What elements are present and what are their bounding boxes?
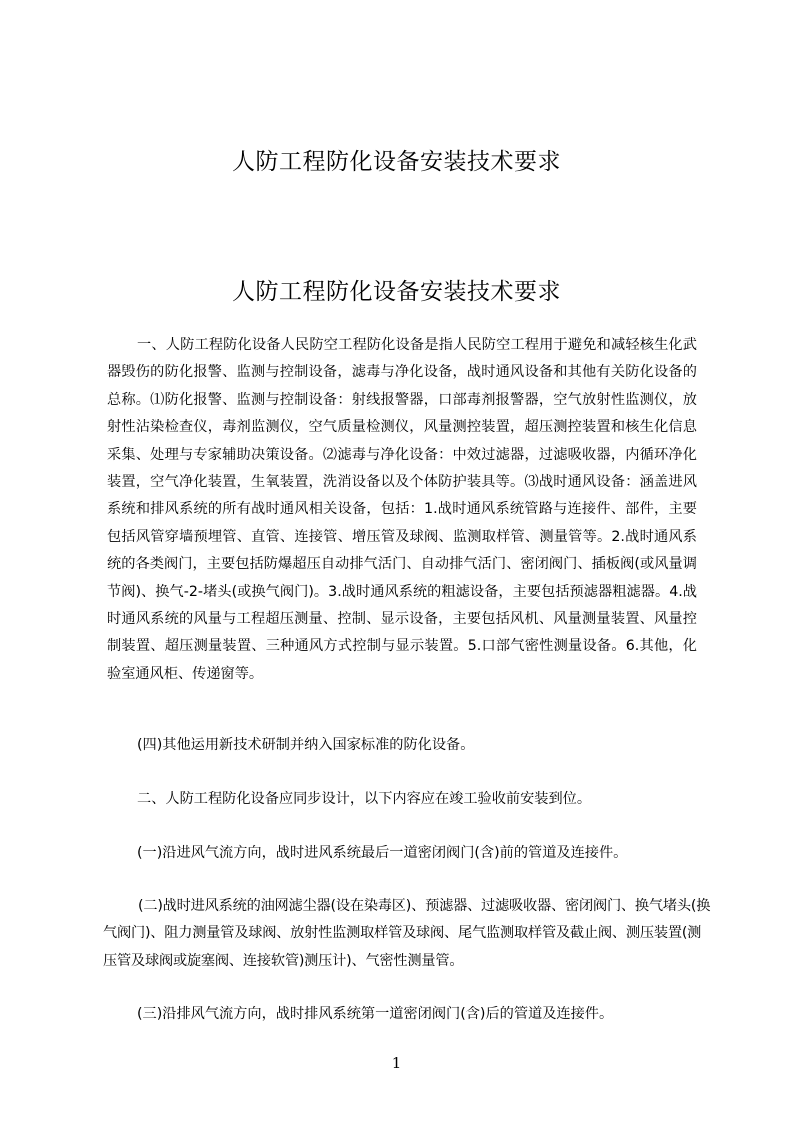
paragraph-item-four: (四)其他运用新技术研制并纳入国家标准的防化设备。 [137, 737, 475, 753]
document-header-title: 人防工程防化设备安装技术要求 [232, 149, 561, 175]
paragraph-subitem-two: (二)战时进风系统的油网滤尘器(设在染毒区)、预滤器、过滤吸收器、密闭阀门、换气堵头(换气阀门)、阻力测量管及球阀、放射性监测取样管及球阀、尾气监测取样管及截止阀、测压装置(测压管及球阀或旋塞阀、连接软管)测压计)、气密性测量管。 [103, 898, 711, 969]
paragraph-defense-equipment-definition: 一、人防工程防化设备人民防空工程防化设备是指人民防空工程用于避免和减轻核生化武器毁伤的防化报警、监测与控制设备，滤毒与净化设备，战时通风设备和其他有关防化设备的总称。⑴防化报警、监测与控制设备：射线报警器，口部毒剂报警器，空气放射性监测仪，放射性沾染检查仪，毒剂监测仪，空气质量检测仪，风量测控装置，超压测控装置和核生化信息采集、处理与专家辅助决策设备。⑵滤毒与净化设备：中效过滤器，过滤吸收器，内循环净化装置，空气净化装置，生氧装置，洗消设备以及个体防护装具等。⑶战时通风设备：涵盖进风系统和排风系统的所有战时通风相关设备，包括：1.战时通风系统管路与连接件、部件，主要包括风管穿墙预埋管、直管、连接管、增压管及球阀、监测取样管、测量管等。2.战时通风系统的各类阀门，主要包括防爆超压自动排气活门、自动排气活门、密闭阀门、插板阀(或风量调节阀)、换气-2-堵头(或换气阀门)。3.战时通风系统的粗滤设备，主要包括预滤器粗滤器。4.战时通风系统的风量与工程超压测量、控制、显示设备，主要包括风机、风量测量装置、风量控制装置、超压测量装置、三种通风方式控制与显示装置。5.口部气密性测量设备。6.其他，化验室通风柜、传递窗等。 [107, 337, 697, 682]
page-number: 1 [391, 1054, 402, 1072]
paragraph-subitem-one: (一)沿进风气流方向，战时进风系统最后一道密闭阀门(含)前的管道及连接件。 [137, 845, 628, 861]
document-main-title: 人防工程防化设备安装技术要求 [232, 279, 561, 305]
paragraph-section-two: 二、人防工程防化设备应同步设计，以下内容应在竣工验收前安装到位。 [137, 791, 592, 807]
paragraph-subitem-three: (三)沿排风气流方向，战时排风系统第一道密闭阀门(含)后的管道及连接件。 [137, 1006, 614, 1022]
